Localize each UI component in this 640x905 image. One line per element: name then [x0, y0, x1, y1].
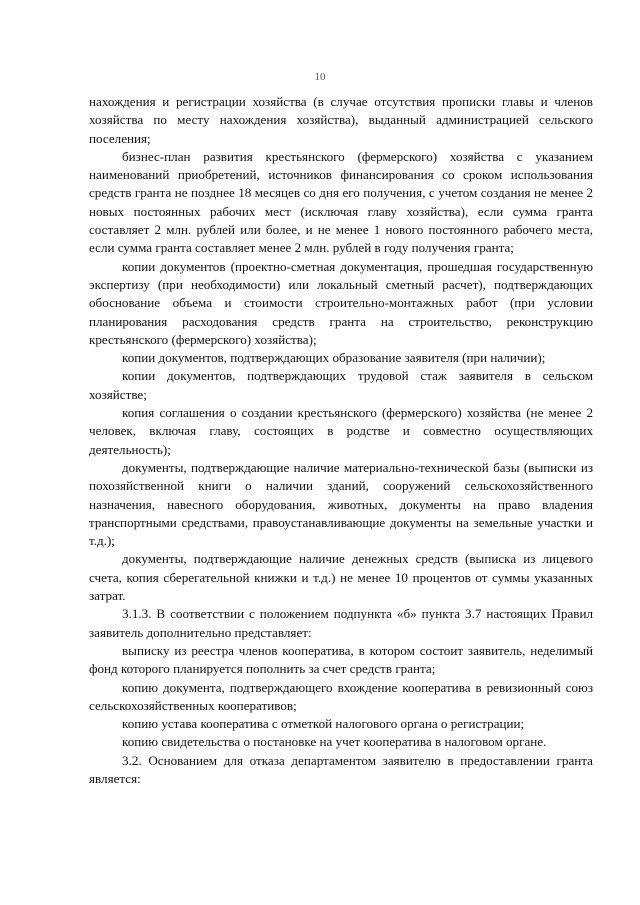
paragraph-business-plan: бизнес-план развития крестьянского (фермерского) хозяйства с указанием наименований приобретений, источников финансирования со сроком использования средств гранта не позднее 18 месяцев со дня его получения, с учетом создания не менее 2 новых постоянных рабочих мест (исключая главу хозяйства), если сумма гранта составляет 2 млн. рублей или более, и не менее 1 нового постоянного рабочего места, если сумма гранта составляет менее 2 млн. рублей в году получения гранта;: [89, 148, 593, 256]
page-number: 10: [314, 71, 326, 83]
paragraph-member-registry: выписку из реестра членов кооператива, в котором состоит заявитель, неделимый фонд которого планируется пополнить за счет средств гранта;: [89, 642, 593, 677]
paragraph-audit-union: копию документа, подтверждающего вхождение кооператива в ревизионный союз сельскохозяйственных кооперативов;: [89, 679, 593, 713]
paragraph-tax-certificate: копию свидетельства о постановке на учет кооператива в налоговом органе.: [122, 734, 547, 750]
paragraph-farm-agreement: копия соглашения о создании крестьянского (фермерского) хозяйства (не менее 2 человек, включая главу, состоящих в родстве и совместно осуществляющих деятельность);: [89, 405, 593, 457]
paragraph-material-base: документы, подтверждающие наличие материально-технической базы (выписки из похозяйственной книги о наличии зданий, сооружений сельскохозяйственного назначения, навесного оборудования, животных, документы на право владения транспортными средствами, правоустанавливающие документы на земельные участки и т.д.);: [89, 459, 593, 549]
paragraph-funds: документы, подтверждающие наличие денежных средств (выписка из лицевого счета, копия сберегательной книжки и т.д.) не менее 10 процентов от суммы указанных затрат.: [89, 551, 593, 604]
paragraph-education-docs: копии документов, подтверждающих образование заявителя (при наличии);: [122, 350, 546, 366]
paragraph-charter-copy: копию устава кооператива с отметкой налогового органа о регистрации;: [122, 716, 525, 732]
document-body: [89, 93, 593, 788]
paragraph-work-experience: копии документов, подтверждающих трудовой стаж заявителя в сельском хозяйстве;: [89, 368, 593, 402]
paragraph-section-3-1-3: 3.1.3. В соответствии с положением подпункта «б» пункта 3.7 настоящих Правил заявитель дополнительно представляет:: [89, 606, 593, 640]
paragraph-section-3-2: 3.2. Основанием для отказа департаментом заявителю в предоставлении гранта является:: [89, 752, 593, 786]
paragraph-continuation: нахождения и регистрации хозяйства (в случае отсутствия прописки главы и членов хозяйства по месту нахождения хозяйства), выданный администрацией сельского поселения;: [89, 94, 593, 146]
paragraph-project-docs: копии документов (проектно-сметная документация, прошедшая государственную экспертизу (при необходимости) или локальный сметный расчет), подтверждающих обоснование объема и стоимости строительно-монтажных работ (при условии планирования расходования средств гранта на строительство, реконструкцию крестьянского (фермерского) хозяйства);: [89, 258, 593, 347]
